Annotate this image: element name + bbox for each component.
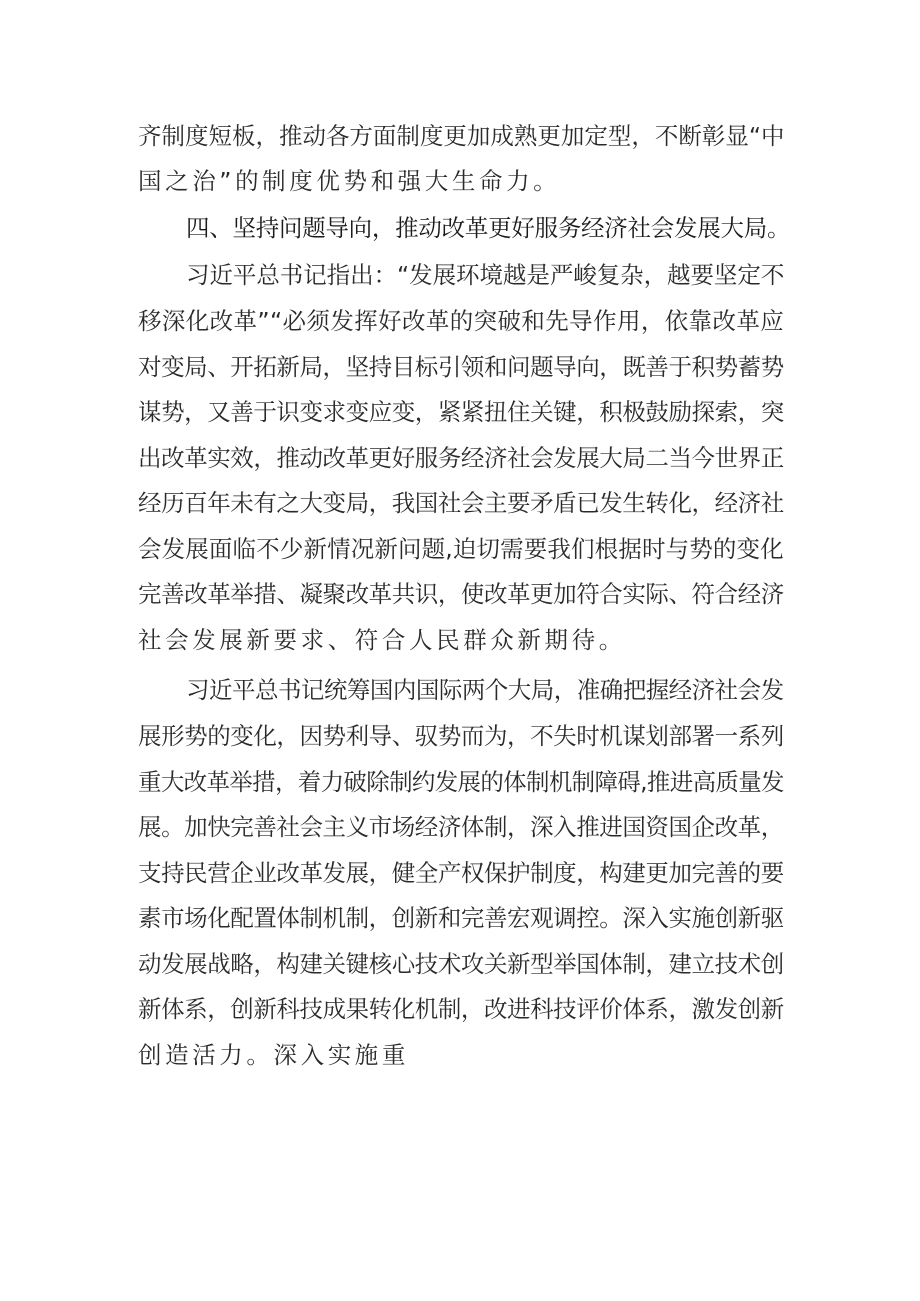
text-line-2: 国之治”的制度优势和强大生命力。 [138,167,561,195]
text-line-17: 支持民营企业改革发展，健全产权保护制度，构建更加完善的要 [138,859,784,887]
text-line-10: 会发展面临不少新情况新问题,迫切需要我们根据时与势的变化 [138,535,784,563]
text-line-19: 动发展战略，构建关键核心技术攻关新型举国体制，建立技术创 [138,950,784,978]
text-line-13: 习近平总书记统筹国内国际两个大局，准确把握经济社会发 [186,676,784,704]
text-line-16: 展。加快完善社会主义市场经济体制，深入推进国资国企改革， [138,813,784,841]
text-line-11: 完善改革举措、凝聚改革共识，使改革更加符合实际、符合经济 [138,580,784,608]
text-line-15: 重大改革举措，着力破除制约发展的体制机制障碍,推进高质量发 [138,768,784,796]
section-heading: 四、坚持问题导向，推动改革更好服务经济社会发展大局。 [186,214,791,242]
text-line-1: 齐制度短板，推动各方面制度更加成熟更加定型，不断彰显“中 [138,122,785,150]
text-line-9: 经历百年未有之大变局，我国社会主要矛盾已发生转化，经济社 [138,489,784,517]
text-line-18: 素市场化配置体制机制，创新和完善宏观调控。深入实施创新驱 [138,904,784,932]
text-line-14: 展形势的变化，因势利导、驭势而为，不失时机谋划部署一系列 [138,722,784,750]
text-line-7: 谋势，又善于识变求变应变，紧紧扭住关键，积极鼓励探索，突 [138,398,784,426]
text-line-12: 社会发展新要求、符合人民群众新期待。 [138,626,626,654]
text-line-4: 习近平总书记指出：“发展环境越是严峻复杂，越要坚定不 [186,261,785,289]
text-line-20: 新体系，创新科技成果转化机制，改进科技评价体系，激发创新 [138,995,784,1023]
text-line-6: 对变局、开拓新局，坚持目标引领和问题导向，既善于积势蓄势 [138,353,784,381]
text-line-5: 移深化改革”“必须发挥好改革的突破和先导作用，依靠改革应 [138,307,785,335]
text-line-21: 创造活力。深入实施重 [138,1041,409,1069]
text-line-8: 出改革实效，推动改革更好服务经济社会发展大局二当今世界正 [138,444,784,472]
